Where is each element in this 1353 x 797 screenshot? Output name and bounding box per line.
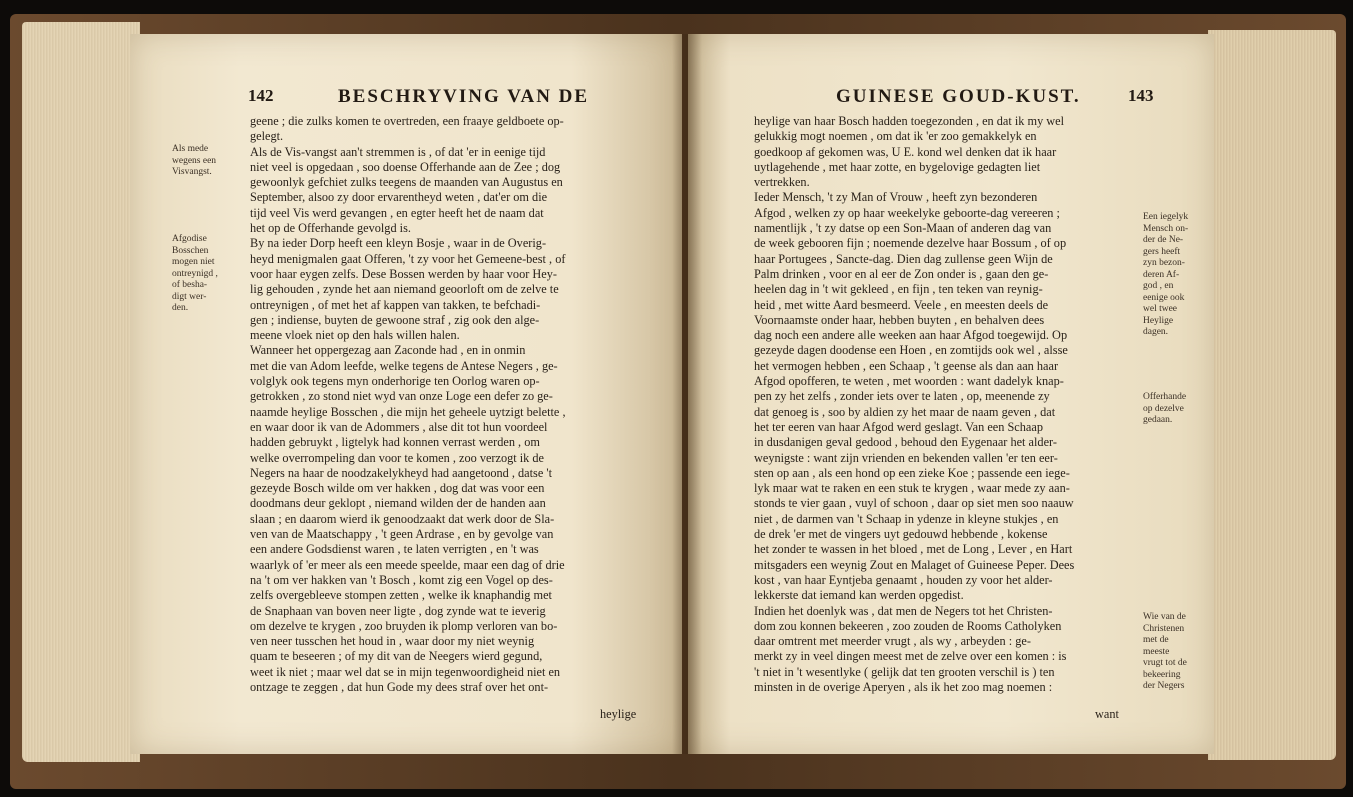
text-line: Wie van de — [1143, 612, 1186, 622]
text-line: Ieder Mensch, 't zy Man of Vrouw , heeft zyn bezonderen — [754, 190, 1038, 205]
text-line: het vermogen hebben , een Schaap , 't geense als dan aan haar — [754, 358, 1059, 373]
text-line: meeste — [1143, 646, 1170, 657]
marginal-note — [1143, 612, 1207, 693]
text-line: na 't om ver hakken van 't Bosch , komt zig een Vogel op des- — [250, 572, 553, 587]
text-line: dagen. — [1143, 327, 1169, 337]
text-line: de drek 'er met de vingers uyt gedouwd hebbende , kokense — [754, 527, 1048, 542]
text-line: minsten in de overige Aperyen , als ik het zoo mag noemen : — [754, 679, 1053, 694]
text-line: daar omtrent met meerder vrugt , als wy , arbeyden : ge- — [754, 634, 1031, 649]
text-line: ontreynigd , — [172, 268, 218, 279]
text-line: weet ik niet ; maar wel dat se in mijn tegenwoordigheid niet en — [250, 664, 561, 679]
text-line: hadden gebruykt , ligtelyk had konnen verrast werden , om — [250, 435, 540, 450]
text-line: gers heeft — [1143, 246, 1181, 257]
text-line: het ter eeren van haar Afgod werd geslagt. Van een Schaap — [754, 419, 1043, 434]
text-line: kost , van haar Eyntjeba genaamt , houden zy voor het alder- — [754, 572, 1053, 587]
text-line: en waar door ik van de Adommers , alse dit tot hun voordeel — [250, 419, 548, 434]
text-line: ontzage te zeggen , dat hun Gode my dees straf over het ont- — [250, 679, 549, 694]
text-line: digt wer- — [172, 291, 207, 302]
text-line: lyk maar wat te raken en een stuk te krygen , waar mede zy aan- — [754, 481, 1070, 496]
text-line: sten op aan , als een hond op een zieke Koe ; passende een iege- — [754, 465, 1070, 480]
text-line: voor haar eygen zelfs. Dese Bossen werden by haar voor Hey- — [250, 266, 557, 281]
text-line: gelegt. — [250, 129, 284, 144]
catchword: heylige — [600, 707, 637, 721]
text-line: getrokken , zo stond niet wyd van onze Loge een defer zo ge- — [250, 389, 553, 404]
text-line: heelen dag in 't wit gekleed , en fijn , ten teken van reynig- — [754, 282, 1043, 297]
text-line: heylige van haar Bosch hadden toegezonden , en dat ik my wel — [754, 114, 1065, 128]
text-line: Indien het doenlyk was , dat men de Negers tot het Christen- — [754, 603, 1053, 618]
text-line: 't niet in 't wesentlyke ( gelijk dat ten grooten verschil is ) ten — [754, 664, 1055, 679]
text-line: in dusdanigen geval gedood , behoud den Eygenaar het alder- — [754, 435, 1057, 450]
text-line: Afgodise — [172, 234, 207, 244]
text-line: met de — [1143, 635, 1169, 645]
text-line: merkt zy in veel dingen meest met de zelve over een komen : is — [754, 649, 1067, 664]
catchword: want — [1095, 707, 1119, 721]
right-page-text — [754, 114, 1138, 695]
text-line: den. — [172, 303, 189, 313]
left-page — [130, 34, 682, 754]
text-line: vertrekken. — [754, 175, 810, 190]
text-line: gedaan. — [1143, 415, 1173, 425]
text-line: Afgod opofferen, te weten , met woorden : want dadelyk knap- — [754, 374, 1064, 389]
left-page-number: 142 — [248, 86, 274, 105]
text-line: Afgod , welken zy op haar weekelyke geboorte-dag vereeren ; — [754, 205, 1060, 220]
text-line: Een iegelyk — [1143, 212, 1189, 222]
text-line: waarlyk of 'er meer als een meede speelde, maar een dag of drie — [250, 557, 565, 572]
text-line: Offerhande — [1143, 392, 1187, 402]
marginal-note — [172, 144, 242, 179]
text-line: zyn bezon- — [1143, 258, 1185, 268]
text-line: ven neer tusschen het houd in , waar door my niet weynig — [250, 634, 535, 649]
text-line: een andere Godsdienst waren , te laten verrigten , en 't was — [250, 542, 539, 557]
marginal-note — [1143, 212, 1207, 339]
text-line: welke overrompeling dan voor te komen , zoo verzogt ik de — [250, 450, 545, 465]
page-edges-right — [1208, 30, 1336, 760]
text-line: volglyk ook tegens myn onderhorige ten Oorlog waren op- — [250, 374, 540, 389]
text-line: doodmans deur geklopt , niemand wilden der de handen aan — [250, 496, 546, 511]
text-line: September, alsoo zy door ervarentheyd weten , dat'er om die — [250, 190, 548, 205]
text-line: met die van Adom leefde, welke tegens de Antese Negers , ge- — [250, 358, 558, 373]
text-line: By na ieder Dorp heeft een kleyn Bosje , waar in de Overig- — [250, 236, 547, 251]
text-line: niet veel is opgedaan , soo doense Offerhande aan de Zee ; dog — [250, 159, 561, 174]
text-line: stonds te vier gaan , vuyl of schoon , daar op siet men soo naauw — [754, 496, 1074, 511]
text-line: gezeyde Bosch wilde om ver hakken , dog dat was voor een — [250, 481, 545, 496]
text-line: dom zou konnen bekeeren , zoo zouden de Rooms Catholyken — [754, 618, 1062, 633]
text-line: pen zy het zelfs , zonder iets over te laten , op, meenende zy — [754, 389, 1050, 404]
text-line: heyd menigmalen gaat Offeren, 't zy voor het Gemeene-best , of — [250, 251, 566, 266]
text-line: lekkerste dat iemand kan werden opgedist. — [754, 588, 964, 603]
text-line: of besha- — [172, 280, 208, 290]
text-line: wegens een — [172, 155, 217, 166]
text-line: dat genoeg is , soo by aldien zy het maar de naam geven , dat — [754, 404, 1056, 419]
text-line: Wanneer het oppergezag aan Zaconde had , en in onmin — [250, 343, 526, 358]
text-line: Als de Vis-vangst aan't stremmen is , of dat 'er in eenige tijd — [250, 144, 546, 159]
text-line: niet , de darmen van 't Schaap in ydenze in kleyne stukjes , en — [754, 511, 1059, 526]
text-line: de week gebooren fijn ; noemende dezelve haar Bossum , of op — [754, 236, 1067, 251]
text-line: Heylige — [1143, 315, 1174, 326]
text-line: Negers na haar de noodzakelykheyd had aangetoond , datse 't — [250, 465, 553, 480]
text-line: gewoonlyk gefchiet zulks teegens de maanden van Augustus en — [250, 175, 563, 190]
text-line: lig gehouden , zynde het aan niemand geoorloft om de zelve te — [250, 282, 559, 297]
right-running-head: GUINESE GOUD-KUST. — [836, 86, 1081, 107]
right-page — [688, 34, 1214, 754]
text-line: bekeering — [1143, 669, 1181, 680]
text-line: zelfs overgebleeve stompen zetten , welke ik knaphandig met — [250, 588, 552, 603]
text-line: Visvangst. — [172, 167, 212, 177]
text-line: het op de Offerhande gevolgd is. — [250, 221, 411, 236]
left-running-head: BESCHRYVING VAN DE — [338, 86, 590, 107]
text-line: meene vloek niet op den hals willen halen. — [250, 328, 460, 343]
text-line: om dezelve te krygen , zoo bruyden ik plomp verloren van bo- — [250, 618, 558, 633]
text-line: Als mede — [172, 144, 209, 154]
text-line: Christenen — [1143, 623, 1185, 634]
text-line: geene ; die zulks komen te overtreden, een fraaye geldboete op- — [250, 114, 564, 128]
text-line: vrugt tot de — [1143, 658, 1187, 668]
text-line: Palm drinken , voor en al eer de Zon onder is , gaan den ge- — [754, 266, 1049, 281]
left-page-text — [250, 114, 640, 695]
marginal-note — [172, 234, 242, 315]
text-line: het zonder te wassen in het bloed , met de Long , Lever , en Hart — [754, 542, 1073, 557]
text-line: de Snaphaan van boven neer ligte , dog zynde wat te ieverig — [250, 603, 546, 618]
text-line: naamde heylige Bosschen , die mijn het geheele uytzigt belette , — [250, 404, 566, 419]
right-page-number: 143 — [1128, 86, 1154, 105]
text-line: op dezelve — [1143, 403, 1184, 414]
page-edges-left — [22, 22, 140, 762]
text-line: gen ; indiense, buyten de gewoone straf , zig ook den alge- — [250, 312, 540, 327]
text-line: quam te beseeren ; of my dit van de Neegers wierd gegund, — [250, 649, 543, 664]
text-line: tijd veel Vis werd gevangen , en egter heeft het de naam dat — [250, 205, 544, 220]
text-line: goedkoop af gekomen was, U E. kond wel denken dat ik haar — [754, 144, 1057, 159]
text-line: namentlijk , 't zy datse op een Son-Maan of anderen dag van — [754, 221, 1052, 236]
text-line: dag noch een andere alle weeken aan haar Afgod toegewijd. Op — [754, 328, 1068, 343]
text-line: god , en — [1143, 281, 1174, 291]
text-line: Voornaamste onder haar, hebben buyten , en behalven dees — [754, 312, 1045, 327]
text-line: wel twee — [1143, 304, 1178, 314]
text-line: Bosschen — [172, 245, 209, 256]
text-line: weynigste : want zijn vrienden en bekenden vallen 'er ten eer- — [754, 450, 1058, 465]
text-line: Mensch on- — [1143, 223, 1189, 234]
marginal-note — [1143, 392, 1207, 427]
text-line: ven van de Maatschappy , 't geen Ardrase , en by gevolge van — [250, 527, 554, 542]
text-line: mitsgaders een weynig Zout en Malaget of Guineese Peper. Dees — [754, 557, 1075, 572]
text-line: mogen niet — [172, 257, 215, 267]
text-line: uytlagehende , met haar zotte, en bygelovige gedagten liet — [754, 159, 1041, 174]
text-line: slaan ; en daarom wierd ik genoodzaakt dat werk door de Sla- — [250, 511, 555, 526]
text-line: deren Af- — [1143, 269, 1180, 280]
text-line: der Negers — [1143, 681, 1185, 691]
text-line: heid , met witte Aard besmeerd. Veele , en meesten deels de — [754, 297, 1049, 312]
text-line: gelukkig mogt noemen , om dat ik 'er zoo gemakkelyk en — [754, 129, 1037, 144]
text-line: haar Portugees , Sancte-dag. Dien dag zullense geen Wijn de — [754, 251, 1053, 266]
text-line: der de Ne- — [1143, 235, 1184, 245]
text-line: gezeyde dagen doodense een Hoen , en zomtijds ook wel , alsse — [754, 343, 1068, 358]
text-line: ontreynigen , of met het af kappen van takken, te befchadi- — [250, 297, 541, 312]
text-line: eenige ook — [1143, 292, 1185, 303]
book-gutter — [672, 34, 702, 754]
